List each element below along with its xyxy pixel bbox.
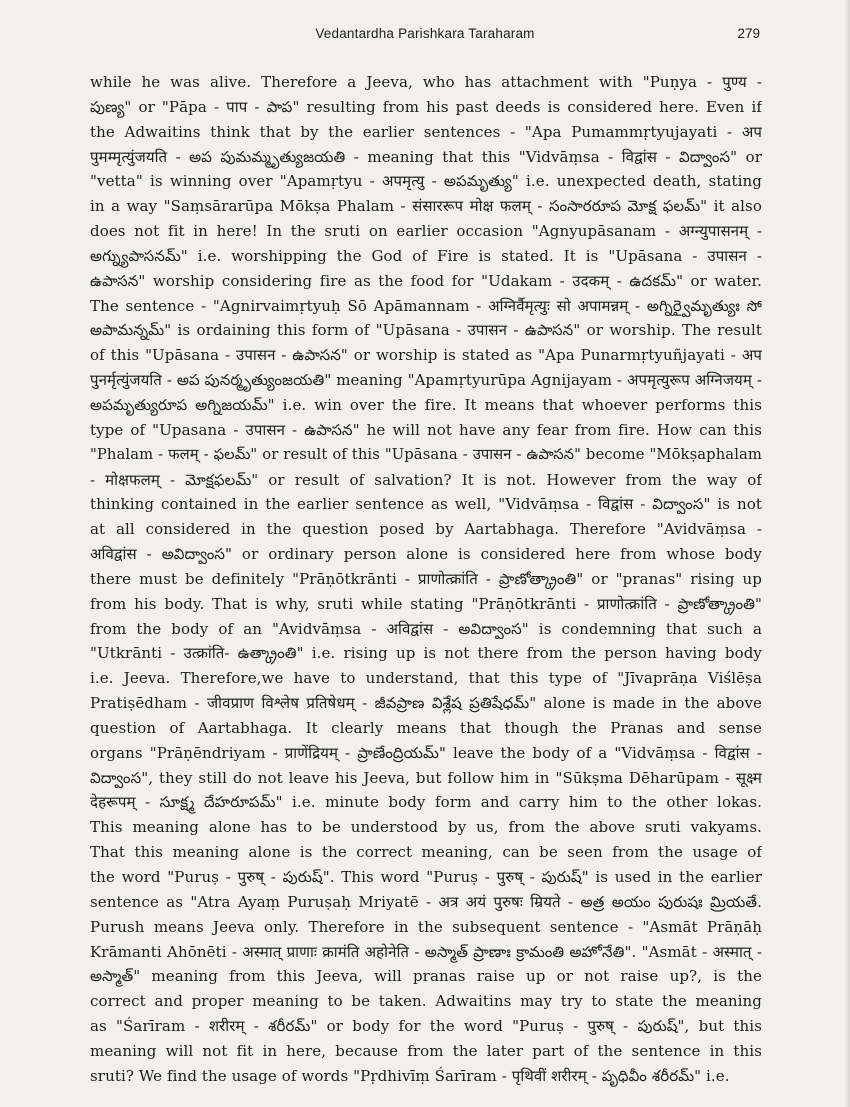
text-line: Purush means Jeeva only. Therefore in the subsequent sentence - "Asmāt Prāṇāḥ: [90, 917, 762, 936]
text-line: ఉపాసన" worship considering fire as the food for "Udakam - उदकम् - ఉదకమ్" or water.: [90, 271, 762, 290]
text-line: - मोक्षफलम् - మోక్షఫలమ్" or result of salvation? It is not. However from the way of: [90, 470, 762, 489]
text-line: देहरूपम् - సూక్ష్మ దేహరూపమ్" i.e. minute body form and carry him to the other lokas.: [90, 793, 762, 812]
body-text: [90, 70, 762, 1089]
page-number: 279: [737, 26, 760, 41]
text-line: the word "Puruṣ - पुरुष् - పురుష్". This word "Puruṣ - पुरुष् - పురుష్" is used in the earlier: [90, 868, 762, 886]
text-line: organs "Prāṇēndriyam - प्राणेंद्रियम् - ప్రాణేంద్రియమ్" leave the body of a "Vidvāṃsa - विद्वांस -: [90, 743, 762, 762]
text-line: అపమృత్యురూప అగ్నిజయమ్" i.e. win over the fire. It means that whoever performs this: [90, 395, 762, 414]
text-line: question of Aartabhaga. It clearly means that though the Pranas and sense: [90, 718, 762, 737]
text-line: does not fit in here! In the sruti on earlier occasion "Agnyupāsanam - अग्न्युपासनम् -: [90, 222, 762, 241]
text-line: i.e. Jeeva. Therefore,we have to understand, that this type of "Jīvaprāṇa Viślēṣa: [90, 669, 762, 688]
text-line: as "Śarīram - शरीरम् - శరీరమ్" or body for the word "Puruṣ - पुरुष् - పురుష్", but this: [90, 1017, 762, 1036]
text-line: "Phalam - फलम् - ఫలమ్" or result of this "Upāsana - उपासन - ఉపాసన" become "Mōkṣaphalam: [90, 445, 762, 463]
text-line: "vetta" is winning over "Apamṛtyu - अपमृत्यु - అపమృత్యు" i.e. unexpected death, stating: [90, 172, 762, 191]
text-line: పుణ్య" or "Pāpa - पाप - పాప" resulting from his past deeds is considered here. Even if: [90, 97, 762, 116]
text-line: from his body. That is why, sruti while stating "Prāṇōtkrānti - प्राणोत्क्रांति - ప్రాణోత్క్రాంతి": [90, 594, 762, 613]
text-line: at all considered in the question posed by Aartabhaga. Therefore "Avidvāṃsa -: [90, 520, 762, 539]
text-line: "Utkrānti - उत्क्रांति- ఉత్క్రాంతి" i.e. rising up is not there from the person having body: [90, 644, 762, 663]
text-line: the Adwaitins think that by the earlier sentences - "Apa Pumammṛtyujayati - अप: [90, 122, 762, 141]
text-line: Pratiṣēdham - जीवप्राण विश्लेष प्रतिषेधम् - జీవప్రాణ విశ్లేష ప్రతిషేధమ్" alone is made in the above: [90, 694, 762, 713]
text-line: sentence as "Atra Ayaṃ Puruṣaḥ Mriyatē - अत्र अयं पुरुषः म्रियते - అత్ర అయం పురుషః మ్రియతే.: [90, 892, 762, 911]
text-line: of this "Upāsana - उपासन - ఉపాసన" or worship is stated as "Apa Punarmṛtyuñjayati - अप: [90, 346, 762, 365]
text-line: అపామన్నమ్" is ordaining this form of "Upāsana - उपासन - ఉపాసన" or worship. The result: [90, 321, 762, 340]
text-line: while he was alive. Therefore a Jeeva, who has attachment with "Puṇya - पुण्य -: [90, 73, 762, 91]
text-line: అగ్న్యుపాసనమ్" i.e. worshipping the God of Fire is stated. It is "Upāsana - उपासन -: [90, 246, 762, 265]
text-line: This meaning alone has to be understood by us, from the above sruti vakyams.: [90, 818, 762, 837]
text-line: అస్మాత్" meaning from this Jeeva, will pranas raise up or not raise up?, is the: [90, 967, 762, 986]
text-line: अविद्वांस - అవిద్వాంస" or ordinary person alone is considered here from whose body: [90, 545, 762, 564]
text-line: sruti? We find the usage of words "Pṛdhivīṃ Śarīram - पृथिवीं शरीरम् - పృధివీం శరీరమ్" i.e.: [90, 1066, 730, 1085]
text-line: there must be definitely "Prāṇōtkrānti - प्राणोत्क्रांति - ప్రాణోత్క్రాంతి" or "pranas" rising up: [90, 569, 762, 588]
page-title: Vedantardha Parishkara Taraharam: [315, 26, 535, 41]
text-line: meaning will not fit in here, because from the later part of the sentence in this: [90, 1041, 762, 1060]
text-line: from the body of an "Avidvāṃsa - अविद्वांस - అవిద్వాంస" is condemning that such a: [90, 619, 762, 638]
text-line: in a way "Saṃsārarūpa Mōkṣa Phalam - संसाररूप मोक्ष फलम् - సంసారరూప మోక్ష ఫలమ్" it also: [90, 197, 762, 216]
scan-edge: [844, 0, 850, 1107]
text-line: That this meaning alone is the correct meaning, can be seen from the usage of: [90, 843, 762, 862]
text-line: thinking contained in the earlier sentence as well, "Vidvāṃsa - विद्वांस - విద్వాంస" is not: [90, 495, 762, 514]
text-line: The sentence - "Agnirvaimṛtyuḥ Sō Apāmannam - अग्निर्वैमृत्युः सो अपामन्नम् - అగ్నిర్వైమృత్యుః సో: [90, 296, 762, 315]
text-line: पुनर्मृत्युंजयति - అప పునర్మృత్యుంజయతి" meaning "Apamṛtyurūpa Agnijayam - अपमृत्युरूप अग्निजयम् -: [90, 371, 762, 390]
text-line: correct and proper meaning to be taken. Adwaitins may try to state the meaning: [90, 992, 762, 1011]
text-line: Krāmanti Ahōnēti - अस्मात् प्राणाः क्रामंति अहोनेति - అస్మాత్ ప్రాణాః క్రామంతి అహోనేతి". "Asmāt - अस्मात् -: [90, 942, 762, 961]
text-line: విద్వాంస", they still do not leave his Jeeva, but follow him in "Sūkṣma Dēharūpam - सूक्ष्म: [90, 768, 762, 787]
running-header: [90, 26, 760, 48]
text-line: पुमम्मृत्युंजयति - అప పుమమ్మృత్యుజయతి - meaning that this "Vidvāṃsa - विद्वांस - విద్వాంస" or: [90, 147, 762, 166]
text-line: type of "Upasana - उपासन - ఉపాసన" he will not have any fear from fire. How can this: [90, 420, 762, 439]
